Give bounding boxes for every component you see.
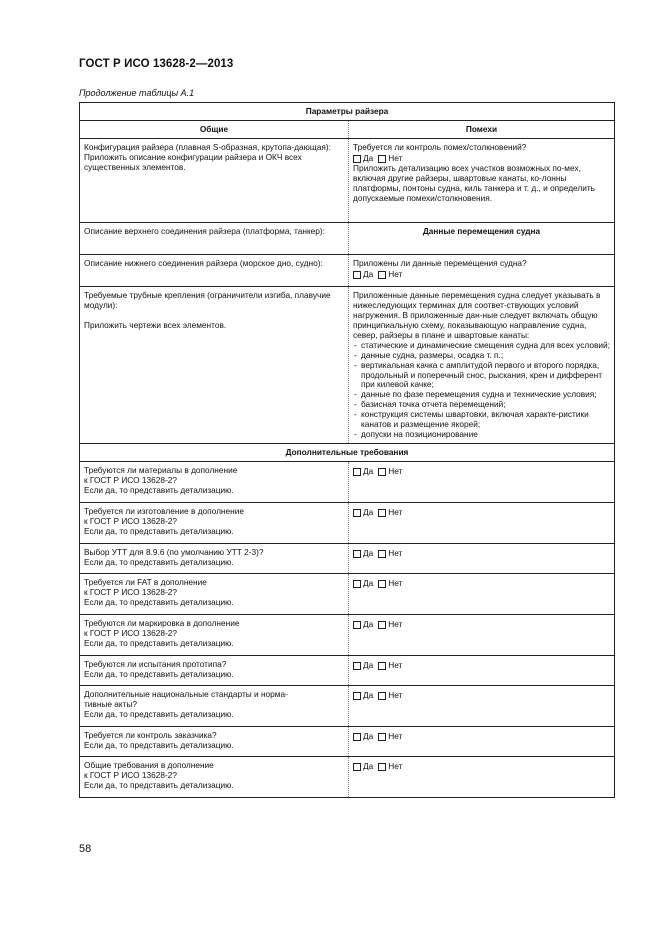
no-label: Нет xyxy=(388,761,403,772)
yes-no-group xyxy=(353,579,610,589)
requirement-line: Общие требования в дополнение xyxy=(84,760,214,771)
yes-no-group xyxy=(353,691,610,701)
yes-no-group xyxy=(353,762,610,772)
requirement-line: Требуются ли маркировка в дополнение xyxy=(84,618,240,629)
section-title: Параметры райзера xyxy=(80,103,615,121)
config-note: Приложить описание конфигурации райзера и ОКЧ всех существенных элементов. xyxy=(84,151,302,172)
requirement-answer xyxy=(349,615,615,656)
yes-label: Да xyxy=(363,268,374,279)
table-row xyxy=(80,757,615,798)
requirement-line: тивные акты? xyxy=(84,699,138,710)
config-cell xyxy=(80,138,349,222)
requirement-answer xyxy=(349,686,615,727)
requirement-line: Дополнительные национальные стандарты и норма- xyxy=(84,689,288,700)
yes-no-group xyxy=(353,661,610,671)
yes-label: Да xyxy=(363,619,374,630)
requirement-question xyxy=(80,656,349,686)
yes-option[interactable] xyxy=(353,508,373,518)
yes-checkbox[interactable] xyxy=(353,155,361,163)
list-item: - базисная точка отчета перемещений; xyxy=(353,400,610,410)
yes-label: Да xyxy=(363,548,374,559)
no-checkbox[interactable] xyxy=(378,271,386,279)
yes-no-group xyxy=(353,467,610,477)
vessel-motion-question-cell xyxy=(349,254,615,286)
table-row xyxy=(80,656,615,686)
table-row xyxy=(80,286,615,443)
no-label: Нет xyxy=(388,578,403,589)
requirement-line: Требуется ли контроль заказчика? xyxy=(84,730,217,741)
no-option[interactable] xyxy=(378,661,402,671)
no-option[interactable] xyxy=(378,270,402,280)
no-label: Нет xyxy=(388,660,403,671)
list-item: - данные по фазе перемещения судна и технические условия; xyxy=(353,390,610,400)
yes-label: Да xyxy=(363,507,374,518)
additional-header-row xyxy=(80,444,615,462)
list-item: - данные судна, размеры, осадка т. п.; xyxy=(353,351,610,361)
no-label: Нет xyxy=(388,731,403,742)
yes-label: Да xyxy=(363,466,374,477)
yes-checkbox[interactable] xyxy=(353,733,361,741)
no-checkbox[interactable] xyxy=(378,733,386,741)
table-row xyxy=(80,138,615,222)
document-header: ГОСТ Р ИСО 13628-2—2013 xyxy=(79,58,234,70)
no-checkbox[interactable] xyxy=(378,468,386,476)
yes-label: Да xyxy=(363,761,374,772)
list-item: - допуски на позиционирование xyxy=(353,430,610,440)
yes-checkbox[interactable] xyxy=(353,468,361,476)
yes-checkbox[interactable] xyxy=(353,580,361,588)
no-option[interactable] xyxy=(378,762,402,772)
requirement-line: к ГОСТ Р ИСО 13628-2? xyxy=(84,587,177,598)
section-header-row xyxy=(80,103,615,121)
table-row xyxy=(80,222,615,254)
yes-label: Да xyxy=(363,660,374,671)
table-row xyxy=(80,462,615,503)
requirement-question xyxy=(80,574,349,615)
requirement-question xyxy=(80,462,349,503)
requirement-line: Если да, то представить детализацию. xyxy=(84,780,234,791)
requirement-line: Если да, то представить детализацию. xyxy=(84,526,234,537)
yes-checkbox[interactable] xyxy=(353,271,361,279)
yes-no-group xyxy=(353,620,610,630)
interference-detail: Приложить детализацию всех участков возможных по-мех, включая другие райзеры, швартовые канаты, ко-лонны платформы, понтоны судна, киль танкера и т. д., и определить допускаемые помехи/столкновения. xyxy=(353,162,595,203)
requirement-answer xyxy=(349,503,615,544)
no-label: Нет xyxy=(388,619,403,630)
no-checkbox[interactable] xyxy=(378,580,386,588)
requirement-answer xyxy=(349,727,615,757)
vessel-motion-heading: Данные перемещения судна xyxy=(349,222,615,254)
vessel-motion-intro: Приложенные данные перемещения судна следует указывать в нижеследующих терминах для соответ-ствующих условий нагружения. В приложенные дан-ные следует включать общую принципиальную схему, показывающую направление судна, север, райзеры в плане и швартовые канаты: xyxy=(353,289,601,340)
no-label: Нет xyxy=(388,466,403,477)
requirement-answer xyxy=(349,462,615,503)
no-label: Нет xyxy=(388,152,403,163)
no-option[interactable] xyxy=(378,508,402,518)
additional-title: Дополнительные требования xyxy=(80,444,615,462)
column-header-interference: Помехи xyxy=(349,120,615,138)
yes-no-group xyxy=(353,549,610,559)
table-row xyxy=(80,254,615,286)
yes-option[interactable] xyxy=(353,732,373,742)
yes-option[interactable] xyxy=(353,549,373,559)
yes-checkbox[interactable] xyxy=(353,509,361,517)
yes-checkbox[interactable] xyxy=(353,692,361,700)
no-checkbox[interactable] xyxy=(378,550,386,558)
requirement-line: Требуются ли испытания прототипа? xyxy=(84,659,227,670)
no-label: Нет xyxy=(388,548,403,559)
requirement-line: Если да, то представить детализацию. xyxy=(84,669,234,680)
yes-label: Да xyxy=(363,152,374,163)
requirement-line: к ГОСТ Р ИСО 13628-2? xyxy=(84,770,177,781)
table-row xyxy=(80,615,615,656)
requirement-answer xyxy=(349,574,615,615)
yes-label: Да xyxy=(363,578,374,589)
yes-option[interactable] xyxy=(353,762,373,772)
yes-checkbox[interactable] xyxy=(353,763,361,771)
no-option[interactable] xyxy=(378,467,402,477)
pipe-fittings-text: Требуемые трубные крепления (ограничители изгиба, плавучие модули): xyxy=(84,289,331,310)
top-connection-cell: Описание верхнего соединения райзера (платформа, танкер): xyxy=(80,222,349,254)
no-checkbox[interactable] xyxy=(378,155,386,163)
no-checkbox[interactable] xyxy=(378,509,386,517)
requirement-line: Если да, то представить детализацию. xyxy=(84,740,234,751)
requirement-question xyxy=(80,615,349,656)
requirement-question xyxy=(80,757,349,798)
no-option[interactable] xyxy=(378,691,402,701)
yes-no-group xyxy=(353,508,610,518)
yes-label: Да xyxy=(363,731,374,742)
table-row xyxy=(80,686,615,727)
list-item: - вертикальная качка с амплитудой первого и второго порядка, продольный и поперечный снос, рыскания, крен и дифферент при килевой качке; xyxy=(353,361,610,391)
yes-option[interactable] xyxy=(353,270,373,280)
table-row xyxy=(80,503,615,544)
requirement-line: Требуется ли изготовление в дополнение xyxy=(84,506,244,517)
requirement-line: к ГОСТ Р ИСО 13628-2? xyxy=(84,516,177,527)
table-row xyxy=(80,574,615,615)
bottom-connection-cell: Описание нижнего соединения райзера (морское дно, судно): xyxy=(80,254,349,286)
no-checkbox[interactable] xyxy=(378,621,386,629)
no-option[interactable] xyxy=(378,620,402,630)
page-number: 58 xyxy=(79,843,92,855)
interference-question: Требуется ли контроль помех/столкновений? xyxy=(353,141,527,152)
yes-label: Да xyxy=(363,690,374,701)
yes-no-group xyxy=(353,732,610,742)
riser-parameters-table xyxy=(79,102,615,798)
requirement-question xyxy=(80,686,349,727)
no-checkbox[interactable] xyxy=(378,662,386,670)
table-row xyxy=(80,544,615,574)
requirement-line: Выбор УТТ для 8.9.6 (по умолчанию УТТ 2-3)? xyxy=(84,547,264,558)
config-text: Конфигурация райзера (плавная S-образная, крутопа-дающая): xyxy=(84,141,331,152)
requirement-line: к ГОСТ Р ИСО 13628-2? xyxy=(84,475,177,486)
no-label: Нет xyxy=(388,268,403,279)
no-checkbox[interactable] xyxy=(378,692,386,700)
yes-checkbox[interactable] xyxy=(353,621,361,629)
requirement-line: Требуется ли FAT в дополнение xyxy=(84,577,207,588)
requirement-line: Если да, то представить детализацию. xyxy=(84,638,234,649)
yes-checkbox[interactable] xyxy=(353,550,361,558)
requirement-line: Если да, то представить детализацию. xyxy=(84,597,234,608)
requirement-question xyxy=(80,727,349,757)
no-option[interactable] xyxy=(378,549,402,559)
requirement-answer xyxy=(349,544,615,574)
yes-option[interactable] xyxy=(353,579,373,589)
vessel-motion-question: Приложены ли данные перемещения судна? xyxy=(353,257,527,268)
list-item: - статические и динамические смещения судна для всех условий; xyxy=(353,341,610,351)
yes-option[interactable] xyxy=(353,691,373,701)
requirement-answer xyxy=(349,757,615,798)
requirement-line: к ГОСТ Р ИСО 13628-2? xyxy=(84,628,177,639)
requirement-line: Если да, то представить детализацию. xyxy=(84,557,234,568)
vessel-motion-data-cell xyxy=(349,286,615,443)
yes-checkbox[interactable] xyxy=(353,662,361,670)
requirement-answer xyxy=(349,656,615,686)
interference-cell xyxy=(349,138,615,222)
yes-no-group xyxy=(353,270,610,280)
vessel-motion-list xyxy=(353,341,610,441)
list-item: - конструкция системы швартовки, включая характе-ристики канатов и размещение якорей; xyxy=(353,410,610,430)
table-row xyxy=(80,727,615,757)
pipe-fittings-cell xyxy=(80,286,349,443)
no-label: Нет xyxy=(388,690,403,701)
requirement-line: Если да, то представить детализацию. xyxy=(84,485,234,496)
yes-option[interactable] xyxy=(353,620,373,630)
no-checkbox[interactable] xyxy=(378,763,386,771)
requirement-question xyxy=(80,544,349,574)
no-option[interactable] xyxy=(378,579,402,589)
yes-option[interactable] xyxy=(353,661,373,671)
table-continuation-caption: Продолжение таблицы А.1 xyxy=(79,88,195,98)
column-header-general: Общие xyxy=(80,120,349,138)
requirement-line: Требуются ли материалы в дополнение xyxy=(84,465,238,476)
requirement-question xyxy=(80,503,349,544)
pipe-fittings-note: Приложить чертежи всех элементов. xyxy=(84,319,227,330)
no-label: Нет xyxy=(388,507,403,518)
column-header-row xyxy=(80,120,615,138)
yes-option[interactable] xyxy=(353,467,373,477)
no-option[interactable] xyxy=(378,732,402,742)
requirement-line: Если да, то представить детализацию. xyxy=(84,709,234,720)
